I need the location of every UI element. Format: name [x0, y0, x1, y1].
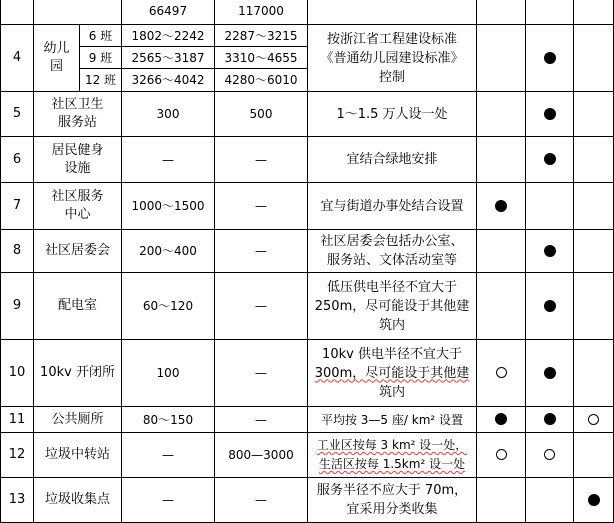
mark-cell [477, 340, 526, 407]
row-number: 11 [1, 407, 34, 433]
note-cell: 工业区按每 3 km² 设一处， 生活区按每 1.5km² 设一处 [308, 433, 477, 478]
cell-value-a: 1000～1500 [122, 183, 215, 230]
cell-value-a: 2565～3187 [122, 47, 215, 69]
cell-value-a: 200～400 [122, 230, 215, 273]
cell-value-b: 2287～3215 [215, 25, 308, 47]
item-name: 垃圾收集点 [34, 478, 122, 523]
mark-cell [477, 273, 526, 340]
mark-cell [574, 273, 614, 340]
mark-cell [526, 230, 574, 273]
mark-cell [574, 230, 614, 273]
mark-cell [477, 137, 526, 183]
note-cell: 宜结合绿地安排 [308, 137, 477, 183]
class-count: 6 班 [80, 25, 122, 47]
table-row [1, 340, 614, 407]
note-cell: 平均按 3—5 座/ km² 设置 [308, 407, 477, 433]
mark-cell [526, 25, 574, 92]
mark-cell [574, 92, 614, 137]
table-row [1, 0, 614, 25]
item-name: 社区卫生 服务站 [34, 92, 122, 137]
item-name: 10kv 开闭所 [34, 340, 122, 407]
filled-circle-icon [544, 52, 556, 64]
cell-value-a: 100 [122, 340, 215, 407]
filled-circle-icon [544, 153, 556, 165]
class-count: 12 班 [80, 69, 122, 92]
hollow-circle-icon [544, 449, 555, 460]
item-name: 配电室 [34, 273, 122, 340]
item-name: 社区居委会 [34, 230, 122, 273]
note-cell: 10kv 供电半径不宜大于 300m，尽可能设于其他建 筑内 [308, 340, 477, 407]
cell-value-b: — [215, 340, 308, 407]
item-name: 居民健身 设施 [34, 137, 122, 183]
row-number: 6 [1, 137, 34, 183]
mark-cell [477, 92, 526, 137]
mark-cell [526, 340, 574, 407]
cell-value-b: — [215, 273, 308, 340]
filled-circle-icon [544, 367, 556, 379]
row-number: 12 [1, 433, 34, 478]
note-cell: 低压供电半径不宜大于 250m，尽可能设于其他建 筑内 [308, 273, 477, 340]
row-number: 9 [1, 273, 34, 340]
cell-value-a: 300 [122, 92, 215, 137]
item-name: 公共厕所 [34, 407, 122, 433]
filled-circle-icon [495, 413, 507, 425]
cell-value-a: 80～150 [122, 407, 215, 433]
mark-cell [526, 273, 574, 340]
mark-cell [526, 433, 574, 478]
cell-value-b: 500 [215, 92, 308, 137]
filled-circle-icon [544, 245, 556, 257]
note-cell: 宜与街道办事处结合设置 [308, 183, 477, 230]
mark-cell [526, 478, 574, 523]
cell-value-a: — [122, 433, 215, 478]
mark-cell [574, 340, 614, 407]
cell-value-a: — [122, 137, 215, 183]
mark-cell [477, 183, 526, 230]
filled-circle-icon [588, 494, 600, 506]
mark-cell [477, 230, 526, 273]
mark-cell [526, 407, 574, 433]
class-count: 9 班 [80, 47, 122, 69]
mark-cell [574, 25, 614, 92]
filled-circle-icon [544, 413, 556, 425]
mark-cell [574, 407, 614, 433]
mark-cell [526, 137, 574, 183]
table-row [1, 137, 614, 183]
cell-value-a: 1802～2242 [122, 25, 215, 47]
cell-value-b: — [215, 230, 308, 273]
mark-cell [574, 478, 614, 523]
cell-value-b: — [215, 407, 308, 433]
cell-value-b: 800—3000 [215, 433, 308, 478]
table-row [1, 273, 614, 340]
filled-circle-icon [544, 108, 556, 120]
note-cell: 按浙江省工程建设标准 《普通幼儿园建设标准》 控制 [308, 25, 477, 92]
mark-cell [477, 478, 526, 523]
table-row [1, 92, 614, 137]
hollow-circle-icon [588, 414, 599, 425]
table-row [1, 230, 614, 273]
cell-value-b: — [215, 478, 308, 523]
item-name: 幼儿 园 [34, 25, 80, 92]
note-cell: 1～1.5 万人设一处 [308, 92, 477, 137]
mark-cell [574, 137, 614, 183]
mark-cell [477, 25, 526, 92]
mark-cell [574, 433, 614, 478]
cell-value-a: — [122, 478, 215, 523]
cell-value-b: 117000 [215, 0, 308, 25]
cell-value-b: 4280～6010 [215, 69, 308, 92]
item-name: 社区服务 中心 [34, 183, 122, 230]
row-number: 13 [1, 478, 34, 523]
cell-value-a: 66497 [122, 0, 215, 25]
hollow-circle-icon [496, 367, 507, 378]
hollow-circle-icon [496, 449, 507, 460]
row-number: 4 [1, 25, 34, 92]
mark-cell [526, 92, 574, 137]
table-row [1, 478, 614, 523]
item-name: 垃圾中转站 [34, 433, 122, 478]
row-number: 8 [1, 230, 34, 273]
mark-cell [574, 183, 614, 230]
table-row [1, 433, 614, 478]
mark-cell [477, 407, 526, 433]
mark-cell [477, 433, 526, 478]
table-row [1, 25, 614, 47]
cell-value-a: 60～120 [122, 273, 215, 340]
note-cell: 社区居委会包括办公室、 服务站、文体活动室等 [308, 230, 477, 273]
row-number: 5 [1, 92, 34, 137]
cell-value-a: 3266～4042 [122, 69, 215, 92]
cell-value-b: — [215, 137, 308, 183]
cell-value-b: 3310～4655 [215, 47, 308, 69]
table-row [1, 183, 614, 230]
note-cell: 服务半径不应大于 70m， 宜采用分类收集 [308, 478, 477, 523]
filled-circle-icon [495, 200, 507, 212]
cell-value-b: — [215, 183, 308, 230]
row-number: 10 [1, 340, 34, 407]
filled-circle-icon [544, 300, 556, 312]
row-number: 7 [1, 183, 34, 230]
table-row [1, 407, 614, 433]
mark-cell [526, 183, 574, 230]
